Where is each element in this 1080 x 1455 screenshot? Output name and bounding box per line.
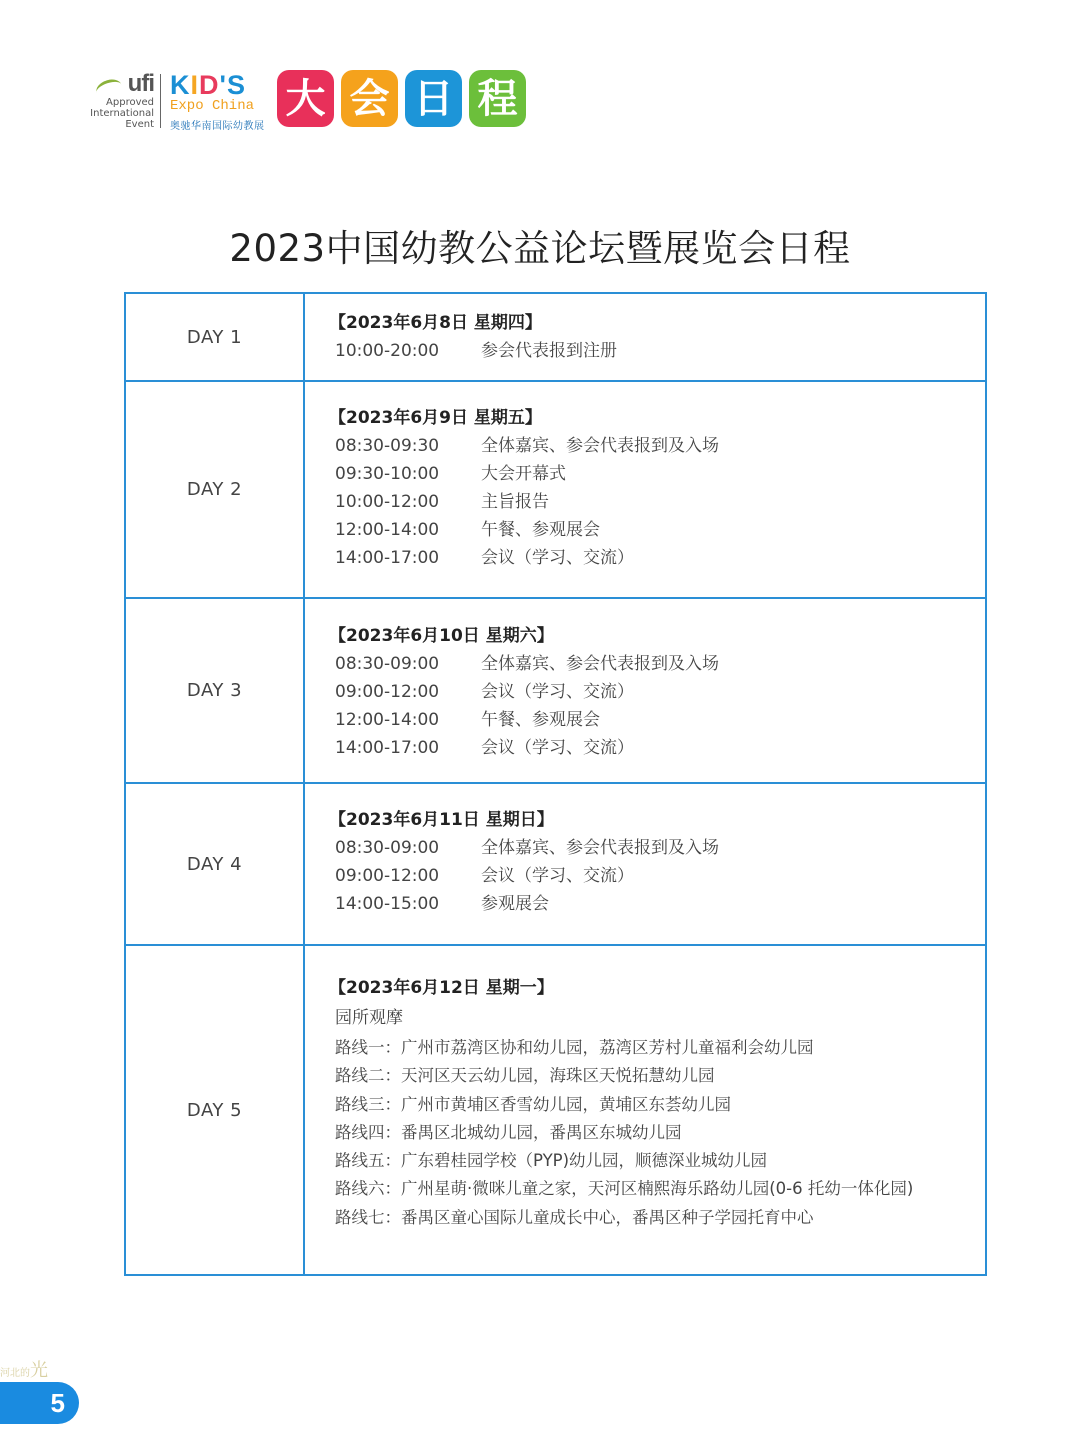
signature-watermark <box>0 1356 48 1382</box>
kids-expo-logo <box>168 70 268 132</box>
logo-divider <box>160 74 161 128</box>
route-item: 路线七：番禺区童心国际儿童成长中心，番禺区种子学园托育中心 <box>335 1207 814 1227</box>
item-time: 09:00-12:00 <box>335 866 440 886</box>
item-text: 午餐、参观展会 <box>481 710 600 730</box>
item-text: 参会代表报到注册 <box>481 341 617 361</box>
item-text: 会议（学习、交流） <box>481 866 634 886</box>
day-label: DAY 2 <box>126 382 305 597</box>
item-text: 会议（学习、交流） <box>481 738 634 758</box>
item-time: 09:00-12:00 <box>335 682 440 702</box>
route-item: 路线二：天河区天云幼儿园，海珠区天悦拓慧幼儿园 <box>335 1066 715 1086</box>
item-time: 14:00-17:00 <box>335 738 440 758</box>
day-label: DAY 5 <box>126 946 305 1274</box>
schedule-row-day-2 <box>126 380 985 597</box>
item-text: 大会开幕式 <box>481 464 566 484</box>
item-text: 主旨报告 <box>481 492 549 512</box>
route-item: 路线四：番禺区北城幼儿园，番禺区东城幼儿园 <box>335 1122 682 1142</box>
kids-logo-title: KID'S <box>170 70 246 100</box>
ufi-line-2: International <box>90 108 154 119</box>
day-date: 【2023年6月10日 星期六】 <box>329 626 554 646</box>
item-text: 全体嘉宾、参会代表报到及入场 <box>481 436 719 456</box>
ufi-line-3: Event <box>125 119 154 130</box>
item-text: 全体嘉宾、参会代表报到及入场 <box>481 654 719 674</box>
item-time: 08:30-09:00 <box>335 838 440 858</box>
schedule-item <box>335 734 985 762</box>
page-title: 2023中国幼教公益论坛暨展览会日程 <box>229 227 851 270</box>
item-time: 14:00-15:00 <box>335 894 440 914</box>
day-content <box>305 382 985 597</box>
day-date: 【2023年6月8日 星期四】 <box>329 313 542 333</box>
schedule-item <box>335 516 985 544</box>
ufi-line-1: Approved <box>106 97 154 108</box>
page-number: 5 <box>0 1382 79 1424</box>
item-time: 08:30-09:30 <box>335 436 440 456</box>
schedule-item <box>335 834 985 862</box>
schedule-item <box>335 890 985 918</box>
item-time: 12:00-14:00 <box>335 710 440 730</box>
signature-char: 光 <box>30 1360 48 1381</box>
day-label: DAY 4 <box>126 784 305 944</box>
title-tile: 会 <box>341 70 398 127</box>
day-date: 【2023年6月11日 星期日】 <box>329 810 554 830</box>
schedule-row-day-4 <box>126 782 985 944</box>
item-text: 全体嘉宾、参会代表报到及入场 <box>481 838 719 858</box>
kids-logo-chinese: 奥驰华南国际幼教展 <box>170 121 265 132</box>
day-subtitle: 园所观摩 <box>335 1008 403 1028</box>
route-item: 路线一：广州市荔湾区协和幼儿园，荔湾区芳村儿童福利会幼儿园 <box>335 1038 814 1057</box>
item-time: 14:00-17:00 <box>335 548 440 568</box>
item-time: 12:00-14:00 <box>335 520 440 540</box>
signature-prefix: 河北的 <box>0 1368 30 1379</box>
item-time: 10:00-12:00 <box>335 492 440 512</box>
schedule-item <box>335 678 985 706</box>
route-item: 路线三：广州市黄埔区香雪幼儿园，黄埔区东荟幼儿园 <box>335 1094 731 1114</box>
day-label: DAY 1 <box>126 294 305 380</box>
schedule-item <box>335 432 985 460</box>
title-tile: 大 <box>277 70 334 127</box>
day-content <box>305 294 985 380</box>
item-text: 参观展会 <box>481 894 549 914</box>
schedule-row-day-3 <box>126 597 985 782</box>
agenda-title-tiles <box>277 70 526 127</box>
schedule-row-day-1 <box>126 294 985 380</box>
schedule-item <box>335 862 985 890</box>
route-item: 路线六：广州星萌·微咪儿童之家，天河区楠熙海乐路幼儿园(0-6 托幼一体化园) <box>335 1179 914 1199</box>
schedule-item <box>335 337 985 365</box>
title-tile: 日 <box>405 70 462 127</box>
item-time: 08:30-09:00 <box>335 654 440 674</box>
item-time: 09:30-10:00 <box>335 464 440 484</box>
schedule-item <box>335 488 985 516</box>
day-content <box>305 784 985 944</box>
route-item: 路线五：广东碧桂园学校（PYP)幼儿园，顺德深业城幼儿园 <box>335 1151 768 1171</box>
schedule-item <box>335 544 985 572</box>
kids-logo-subtitle: Expo China <box>170 98 255 114</box>
day-date: 【2023年6月12日 星期一】 <box>329 978 554 998</box>
item-text: 会议（学习、交流） <box>481 548 634 568</box>
day-content <box>305 599 985 782</box>
item-text: 午餐、参观展会 <box>481 520 600 540</box>
schedule-table <box>124 292 987 1276</box>
schedule-item <box>335 650 985 678</box>
item-time: 10:00-20:00 <box>335 341 440 361</box>
ufi-logo <box>86 70 156 130</box>
day-date: 【2023年6月9日 星期五】 <box>329 408 542 428</box>
item-text: 会议（学习、交流） <box>481 682 634 702</box>
day-content <box>305 946 985 1274</box>
day-label: DAY 3 <box>126 599 305 782</box>
schedule-row-day-5 <box>126 944 985 1274</box>
schedule-item <box>335 706 985 734</box>
schedule-item <box>335 460 985 488</box>
title-tile: 程 <box>469 70 526 127</box>
ufi-mark: ufi <box>127 70 154 97</box>
